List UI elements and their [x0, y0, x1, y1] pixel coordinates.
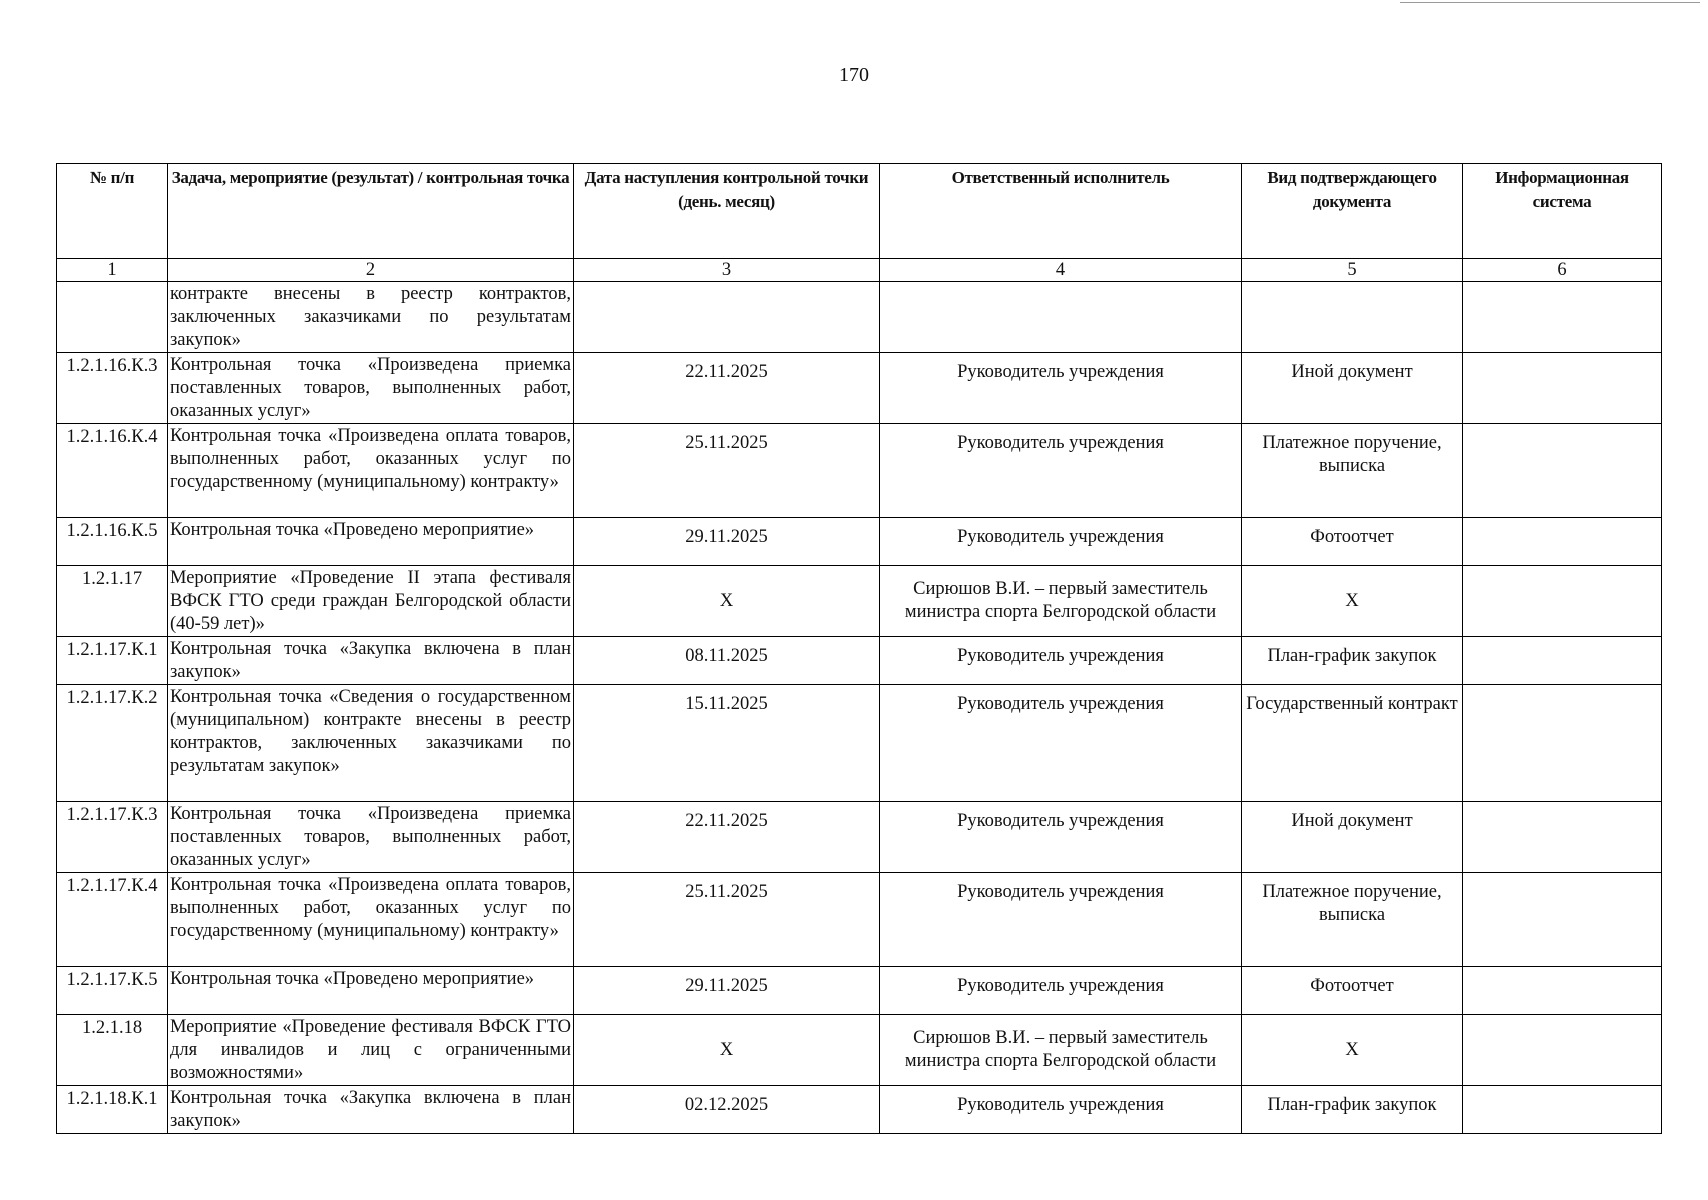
- task-text: Контрольная точка «Произведена оплата товаров, выполненных работ, оказанных услуг по государственному (муниципальному) контракту»: [168, 424, 574, 518]
- row-number: 1.2.1.18.К.1: [57, 1086, 168, 1134]
- row-number: [57, 282, 168, 353]
- table-row: [57, 637, 1662, 685]
- table-row: [57, 424, 1662, 518]
- task-text: Контрольная точка «Проведено мероприятие»: [168, 967, 574, 1015]
- confirming-document: Иной документ: [1242, 353, 1463, 424]
- table-row: [57, 802, 1662, 873]
- confirming-document: План-график закупок: [1242, 637, 1463, 685]
- information-system: [1463, 637, 1662, 685]
- responsible-person: Руководитель учреждения: [880, 518, 1242, 566]
- page-number: 170: [839, 64, 869, 86]
- column-number: 2: [168, 259, 574, 282]
- column-number: 3: [574, 259, 880, 282]
- header-doc: Вид подтверждающего документа: [1242, 164, 1463, 259]
- information-system: [1463, 353, 1662, 424]
- confirming-document: Платежное поручение, выписка: [1242, 873, 1463, 967]
- row-number: 1.2.1.16.К.5: [57, 518, 168, 566]
- confirming-document: X: [1242, 566, 1463, 637]
- table-row: [57, 1015, 1662, 1086]
- row-number: 1.2.1.17.К.2: [57, 685, 168, 802]
- header-num: № п/п: [57, 164, 168, 259]
- responsible-person: Руководитель учреждения: [880, 637, 1242, 685]
- responsible-person: Руководитель учреждения: [880, 802, 1242, 873]
- confirming-document: Иной документ: [1242, 802, 1463, 873]
- column-number: 5: [1242, 259, 1463, 282]
- table-row: [57, 685, 1662, 802]
- column-number: 4: [880, 259, 1242, 282]
- row-number: 1.2.1.18: [57, 1015, 168, 1086]
- information-system: [1463, 873, 1662, 967]
- task-text: Контрольная точка «Произведена приемка поставленных товаров, выполненных работ, оказанных услуг»: [168, 802, 574, 873]
- control-date: 22.11.2025: [574, 353, 880, 424]
- information-system: [1463, 282, 1662, 353]
- header-system: Информационная система: [1463, 164, 1662, 259]
- information-system: [1463, 967, 1662, 1015]
- responsible-person: [880, 282, 1242, 353]
- task-text: Контрольная точка «Закупка включена в план закупок»: [168, 637, 574, 685]
- information-system: [1463, 1086, 1662, 1134]
- responsible-person: Руководитель учреждения: [880, 873, 1242, 967]
- header-row: [57, 164, 1662, 259]
- row-number: 1.2.1.17: [57, 566, 168, 637]
- information-system: [1463, 424, 1662, 518]
- task-text: Контрольная точка «Произведена оплата товаров, выполненных работ, оказанных услуг по государственному (муниципальному) контракту»: [168, 873, 574, 967]
- table-row: [57, 282, 1662, 353]
- control-date: 29.11.2025: [574, 967, 880, 1015]
- column-number: 6: [1463, 259, 1662, 282]
- header-task: Задача, мероприятие (результат) / контрольная точка: [168, 164, 574, 259]
- responsible-person: Руководитель учреждения: [880, 424, 1242, 518]
- task-text: Мероприятие «Проведение II этапа фестиваля ВФСК ГТО среди граждан Белгородской области (40-59 лет)»: [168, 566, 574, 637]
- control-date: X: [574, 566, 880, 637]
- row-number: 1.2.1.17.К.4: [57, 873, 168, 967]
- responsible-person: Руководитель учреждения: [880, 353, 1242, 424]
- responsible-person: Сирюшов В.И. – первый заместитель министра спорта Белгородской области: [880, 566, 1242, 637]
- responsible-person: Руководитель учреждения: [880, 967, 1242, 1015]
- table-row: [57, 1086, 1662, 1134]
- confirming-document: X: [1242, 1015, 1463, 1086]
- confirming-document: Фотоотчет: [1242, 967, 1463, 1015]
- control-date: 08.11.2025: [574, 637, 880, 685]
- row-number: 1.2.1.17.К.3: [57, 802, 168, 873]
- information-system: [1463, 566, 1662, 637]
- task-text: Контрольная точка «Проведено мероприятие»: [168, 518, 574, 566]
- information-system: [1463, 518, 1662, 566]
- table-row: [57, 353, 1662, 424]
- scan-edge-line: [1400, 2, 1700, 3]
- responsible-person: Руководитель учреждения: [880, 685, 1242, 802]
- control-date: [574, 282, 880, 353]
- control-date: 29.11.2025: [574, 518, 880, 566]
- row-number: 1.2.1.16.К.4: [57, 424, 168, 518]
- confirming-document: Государственный контракт: [1242, 685, 1463, 802]
- information-system: [1463, 685, 1662, 802]
- column-number: 1: [57, 259, 168, 282]
- table-row: [57, 967, 1662, 1015]
- row-number: 1.2.1.16.К.3: [57, 353, 168, 424]
- responsible-person: Сирюшов В.И. – первый заместитель министра спорта Белгородской области: [880, 1015, 1242, 1086]
- control-date: 25.11.2025: [574, 873, 880, 967]
- header-responsible: Ответственный исполнитель: [880, 164, 1242, 259]
- confirming-document: План-график закупок: [1242, 1086, 1463, 1134]
- task-text: Контрольная точка «Сведения о государственном (муниципальном) контракте внесены в реестр контрактов, заключенных заказчиками по результатам закупок»: [168, 685, 574, 802]
- control-date: 02.12.2025: [574, 1086, 880, 1134]
- responsible-person: Руководитель учреждения: [880, 1086, 1242, 1134]
- column-number-row: [57, 259, 1662, 282]
- control-date: 15.11.2025: [574, 685, 880, 802]
- row-number: 1.2.1.17.К.5: [57, 967, 168, 1015]
- header-date: Дата наступления контрольной точки (день. месяц): [574, 164, 880, 259]
- task-text: контракте внесены в реестр контрактов, заключенных заказчиками по результатам закупок»: [168, 282, 574, 353]
- confirming-document: Платежное поручение, выписка: [1242, 424, 1463, 518]
- control-date: 25.11.2025: [574, 424, 880, 518]
- task-text: Контрольная точка «Произведена приемка поставленных товаров, выполненных работ, оказанных услуг»: [168, 353, 574, 424]
- control-date: 22.11.2025: [574, 802, 880, 873]
- information-system: [1463, 802, 1662, 873]
- row-number: 1.2.1.17.К.1: [57, 637, 168, 685]
- plan-table: [56, 163, 1662, 1134]
- table-row: [57, 566, 1662, 637]
- information-system: [1463, 1015, 1662, 1086]
- task-text: Контрольная точка «Закупка включена в план закупок»: [168, 1086, 574, 1134]
- task-text: Мероприятие «Проведение фестиваля ВФСК ГТО для инвалидов и лиц с ограниченными возможностями»: [168, 1015, 574, 1086]
- confirming-document: Фотоотчет: [1242, 518, 1463, 566]
- table-row: [57, 518, 1662, 566]
- table-row: [57, 873, 1662, 967]
- control-date: X: [574, 1015, 880, 1086]
- confirming-document: [1242, 282, 1463, 353]
